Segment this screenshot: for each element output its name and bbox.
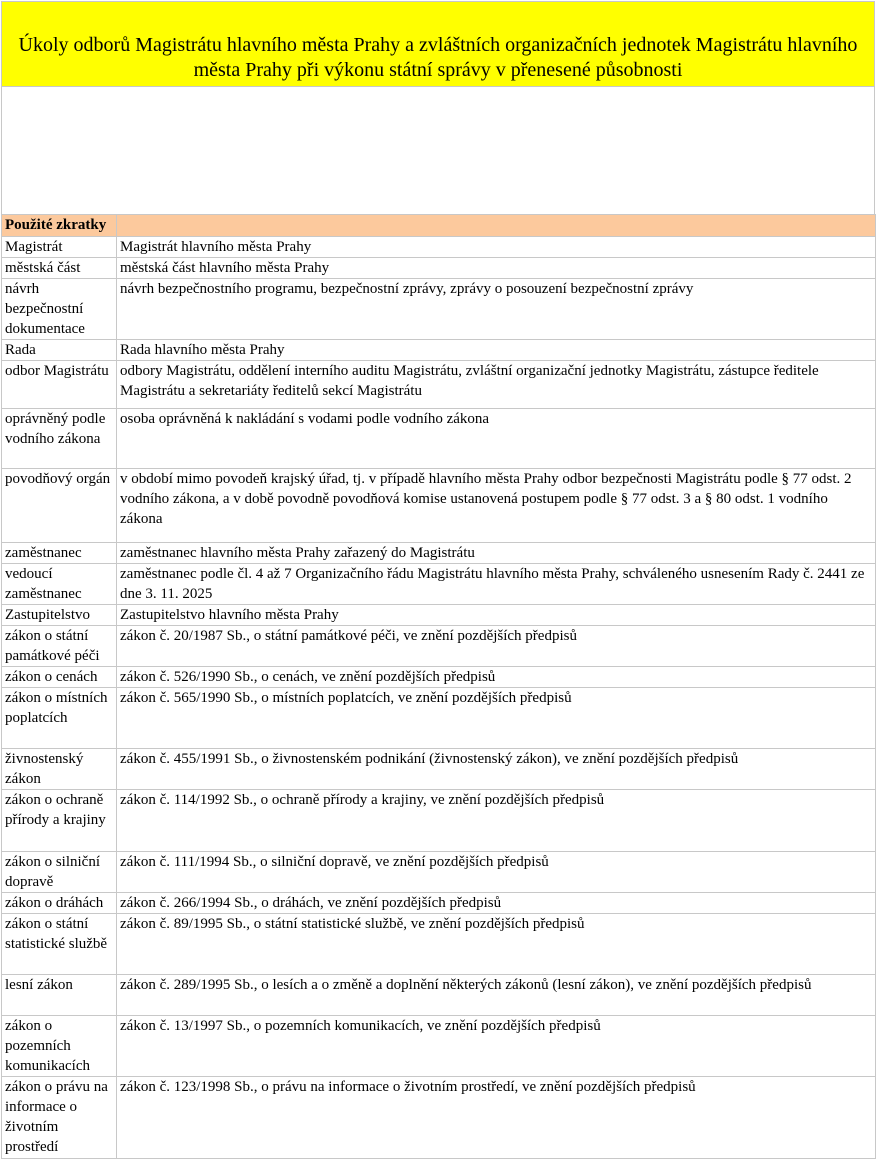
abbreviation-term[interactable]: Zastupitelstvo xyxy=(2,605,117,626)
table-row xyxy=(2,852,876,893)
table-row xyxy=(2,279,876,340)
abbreviation-term[interactable]: oprávněný podle vodního zákona xyxy=(2,409,117,469)
abbreviation-term[interactable]: zákon o cenách xyxy=(2,667,117,688)
abbreviation-term[interactable]: povodňový orgán xyxy=(2,469,117,543)
abbreviation-term[interactable]: zákon o dráhách xyxy=(2,893,117,914)
table-row xyxy=(2,564,876,605)
abbreviation-definition[interactable]: osoba oprávněná k nakládání s vodami podle vodního zákona xyxy=(117,409,876,469)
abbreviation-term[interactable]: živnostenský zákon xyxy=(2,749,117,790)
abbreviation-definition[interactable]: zaměstnanec podle čl. 4 až 7 Organizačního řádu Magistrátu hlavního města Prahy, schváleného usnesením Rady č. 2441 ze dne 3. 11. 2025 xyxy=(117,564,876,605)
abbreviation-definition[interactable]: v období mimo povodeň krajský úřad, tj. v případě hlavního města Prahy odbor bezpečnosti Magistrátu podle § 77 odst. 2 vodního zákona, a v době povodně povodňová komise ustanovená postupem podle § 77 odst. 3 a § 80 odst. 1 vodního zákona xyxy=(117,469,876,543)
table-row xyxy=(2,790,876,852)
table-row xyxy=(2,469,876,543)
table-row xyxy=(2,340,876,361)
abbreviations-header[interactable]: Použité zkratky xyxy=(2,215,117,237)
table-row xyxy=(2,749,876,790)
abbreviations-table xyxy=(1,214,876,1159)
abbreviation-definition[interactable]: zákon č. 114/1992 Sb., o ochraně přírody a krajiny, ve znění pozdějších předpisů xyxy=(117,790,876,852)
abbreviation-definition[interactable]: Magistrát hlavního města Prahy xyxy=(117,237,876,258)
abbreviation-definition[interactable]: zákon č. 455/1991 Sb., o živnostenském podnikání (živnostenský zákon), ve znění pozdějších předpisů xyxy=(117,749,876,790)
table-row xyxy=(2,543,876,564)
abbreviation-definition[interactable]: zákon č. 13/1997 Sb., o pozemních komunikacích, ve znění pozdějších předpisů xyxy=(117,1016,876,1077)
abbreviation-term[interactable]: zákon o ochraně přírody a krajiny xyxy=(2,790,117,852)
document-title-cell[interactable] xyxy=(1,1,875,86)
abbreviation-term[interactable]: Rada xyxy=(2,340,117,361)
table-row xyxy=(2,605,876,626)
abbreviation-definition[interactable]: zákon č. 20/1987 Sb., o státní památkové péči, ve znění pozdějších předpisů xyxy=(117,626,876,667)
table-row xyxy=(2,914,876,975)
header-empty-cell[interactable] xyxy=(117,215,876,237)
table-row xyxy=(2,626,876,667)
abbreviation-definition[interactable]: zaměstnanec hlavního města Prahy zařazený do Magistrátu xyxy=(117,543,876,564)
document-title: Úkoly odborů Magistrátu hlavního města Prahy a zvláštních organizačních jednotek Magistrátu hlavního města Prahy při výkonu státní správy v přenesené působnosti xyxy=(18,34,858,81)
abbreviation-definition[interactable]: odbory Magistrátu, oddělení interního auditu Magistrátu, zvláštní organizační jednotky Magistrátu, zástupce ředitele Magistrátu a sekretariáty ředitelů sekcí Magistrátu xyxy=(117,361,876,409)
abbreviation-definition[interactable]: zákon č. 289/1995 Sb., o lesích a o změně a doplnění některých zákonů (lesní zákon), ve znění pozdějších předpisů xyxy=(117,975,876,1016)
table-row xyxy=(2,1077,876,1159)
abbreviation-definition[interactable]: zákon č. 565/1990 Sb., o místních poplatcích, ve znění pozdějších předpisů xyxy=(117,688,876,749)
abbreviation-term[interactable]: zákon o silniční dopravě xyxy=(2,852,117,893)
table-row xyxy=(2,409,876,469)
table-row xyxy=(2,688,876,749)
abbreviation-definition[interactable]: zákon č. 266/1994 Sb., o dráhách, ve znění pozdějších předpisů xyxy=(117,893,876,914)
abbreviations-header-row xyxy=(2,215,876,237)
table-row xyxy=(2,361,876,409)
table-row xyxy=(2,667,876,688)
abbreviation-term[interactable]: odbor Magistrátu xyxy=(2,361,117,409)
abbreviation-definition[interactable]: návrh bezpečnostního programu, bezpečnostní zprávy, zprávy o posouzení bezpečnostní zprávy xyxy=(117,279,876,340)
abbreviation-term[interactable]: zákon o místních poplatcích xyxy=(2,688,117,749)
abbreviation-definition[interactable]: zákon č. 111/1994 Sb., o silniční dopravě, ve znění pozdějších předpisů xyxy=(117,852,876,893)
abbreviation-definition[interactable]: Rada hlavního města Prahy xyxy=(117,340,876,361)
abbreviation-term[interactable]: zaměstnanec xyxy=(2,543,117,564)
abbreviation-term[interactable]: zákon o právu na informace o životním prostředí xyxy=(2,1077,117,1159)
abbreviation-term[interactable]: Magistrát xyxy=(2,237,117,258)
table-row xyxy=(2,1016,876,1077)
spreadsheet xyxy=(1,1,875,1159)
abbreviation-definition[interactable]: Zastupitelstvo hlavního města Prahy xyxy=(117,605,876,626)
abbreviation-term[interactable]: vedoucí zaměstnanec xyxy=(2,564,117,605)
empty-cell[interactable] xyxy=(1,86,875,214)
abbreviation-term[interactable]: městská část xyxy=(2,258,117,279)
abbreviation-definition[interactable]: zákon č. 123/1998 Sb., o právu na informace o životním prostředí, ve znění pozdějších předpisů xyxy=(117,1077,876,1159)
table-row xyxy=(2,237,876,258)
abbreviation-term[interactable]: lesní zákon xyxy=(2,975,117,1016)
abbreviation-term[interactable]: zákon o státní statistické službě xyxy=(2,914,117,975)
abbreviation-term[interactable]: návrh bezpečnostní dokumentace xyxy=(2,279,117,340)
abbreviation-term[interactable]: zákon o státní památkové péči xyxy=(2,626,117,667)
table-row xyxy=(2,258,876,279)
abbreviation-definition[interactable]: zákon č. 526/1990 Sb., o cenách, ve znění pozdějších předpisů xyxy=(117,667,876,688)
abbreviation-term[interactable]: zákon o pozemních komunikacích xyxy=(2,1016,117,1077)
abbreviation-definition[interactable]: zákon č. 89/1995 Sb., o státní statistické službě, ve znění pozdějších předpisů xyxy=(117,914,876,975)
abbreviation-definition[interactable]: městská část hlavního města Prahy xyxy=(117,258,876,279)
table-row xyxy=(2,975,876,1016)
table-row xyxy=(2,893,876,914)
